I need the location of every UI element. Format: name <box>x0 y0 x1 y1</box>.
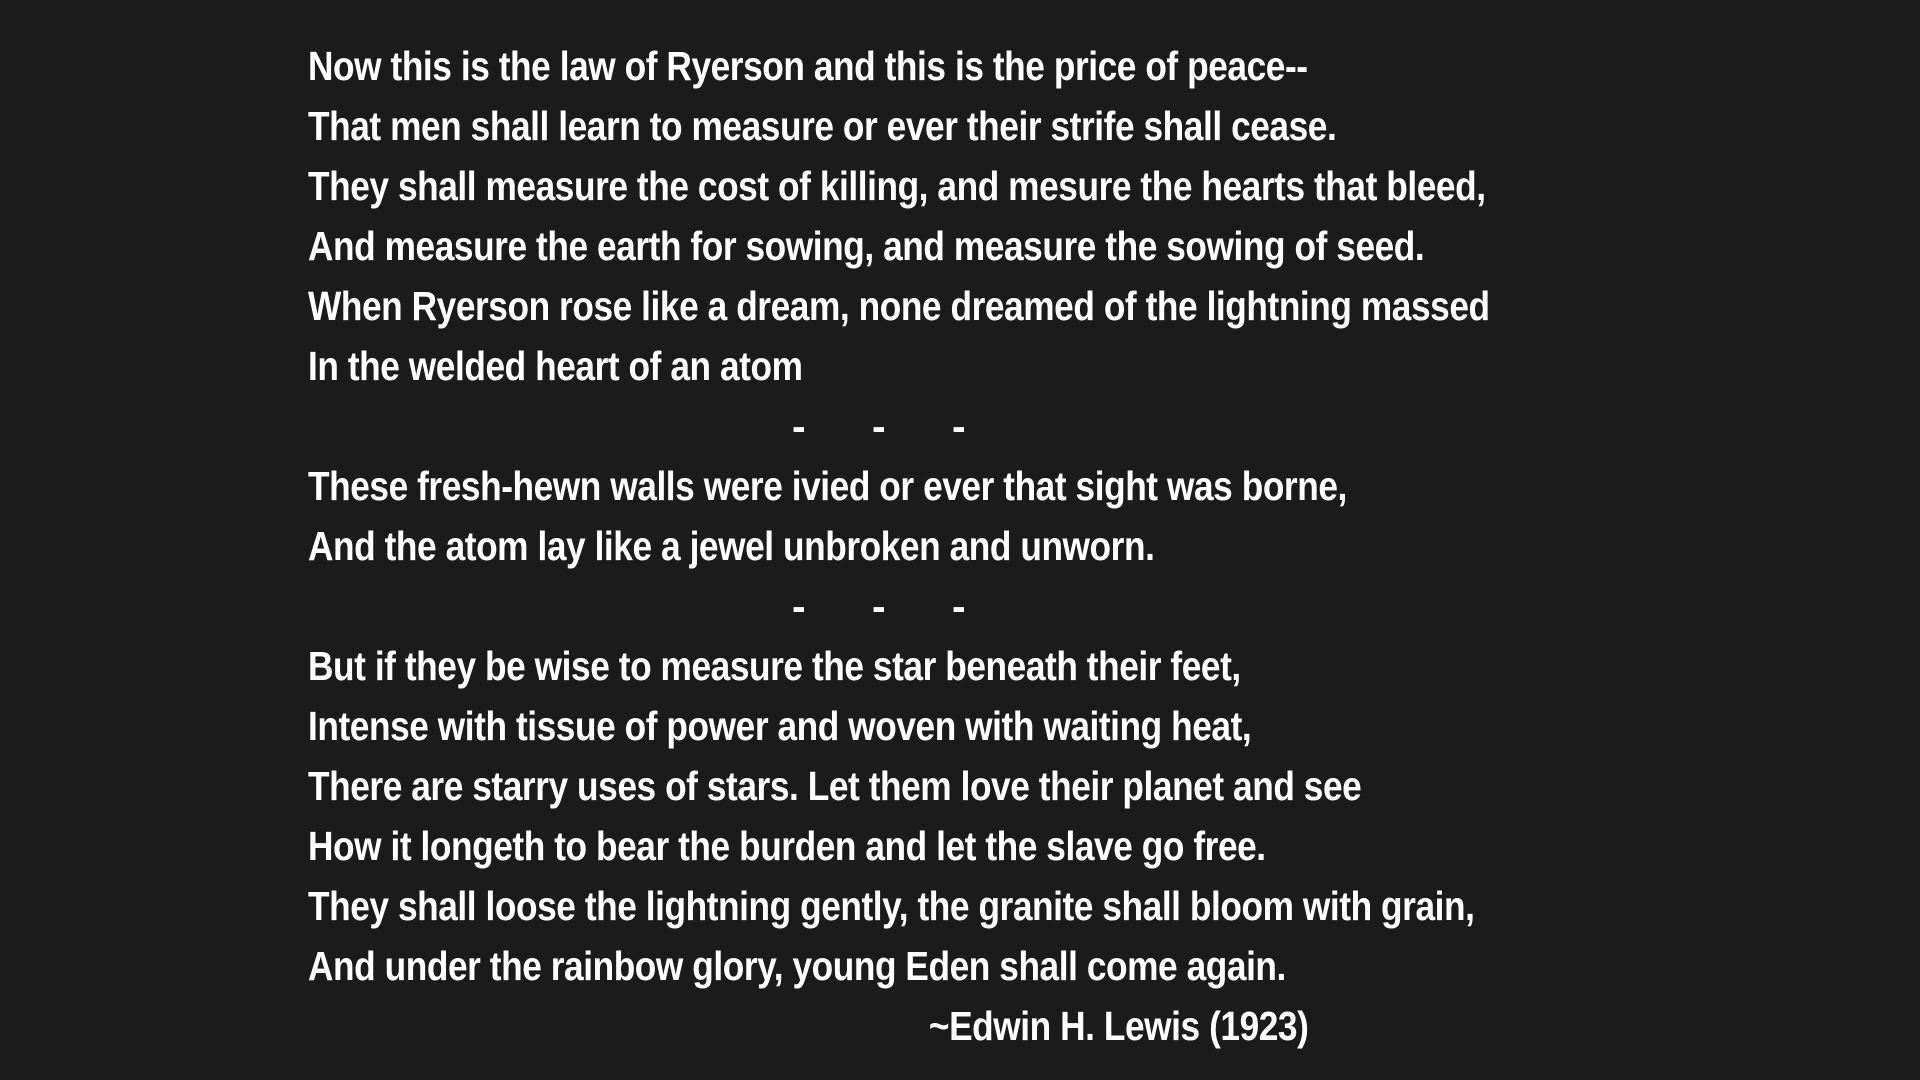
poem-line: But if they be wise to measure the star beneath their feet, <box>308 643 1241 689</box>
poem-line: Now this is the law of Ryerson and this is the price of peace-- <box>308 43 1308 89</box>
section-separator <box>308 396 1708 456</box>
separator-dash: - <box>952 583 966 629</box>
separator-dash: - <box>792 583 806 629</box>
section-separator <box>308 576 1708 636</box>
poem-line: They shall measure the cost of killing, and mesure the hearts that bleed, <box>308 163 1486 209</box>
poem-line: That men shall learn to measure or ever their strife shall cease. <box>308 103 1337 149</box>
separator-dash: - <box>792 403 806 449</box>
separator-dash: - <box>872 583 886 629</box>
poem-line: And measure the earth for sowing, and measure the sowing of seed. <box>308 223 1425 269</box>
poem-line: Intense with tissue of power and woven with waiting heat, <box>308 703 1252 749</box>
separator-dash: - <box>952 403 966 449</box>
poem-line: And under the rainbow glory, young Eden shall come again. <box>308 943 1286 989</box>
poem-attribution: ~Edwin H. Lewis (1923) <box>928 1003 1309 1049</box>
separator-dash: - <box>872 403 886 449</box>
poem-line: In the welded heart of an atom <box>308 343 803 389</box>
poem <box>308 36 1708 1056</box>
poem-line: These fresh-hewn walls were ivied or ever that sight was borne, <box>308 463 1347 509</box>
poem-line: There are starry uses of stars. Let them love their planet and see <box>308 763 1362 809</box>
poem-line: They shall loose the lightning gently, the granite shall bloom with grain, <box>308 883 1475 929</box>
poem-line: How it longeth to bear the burden and let the slave go free. <box>308 823 1266 869</box>
poem-line: When Ryerson rose like a dream, none dreamed of the lightning massed <box>308 283 1490 329</box>
poem-line: And the atom lay like a jewel unbroken and unworn. <box>308 523 1155 569</box>
